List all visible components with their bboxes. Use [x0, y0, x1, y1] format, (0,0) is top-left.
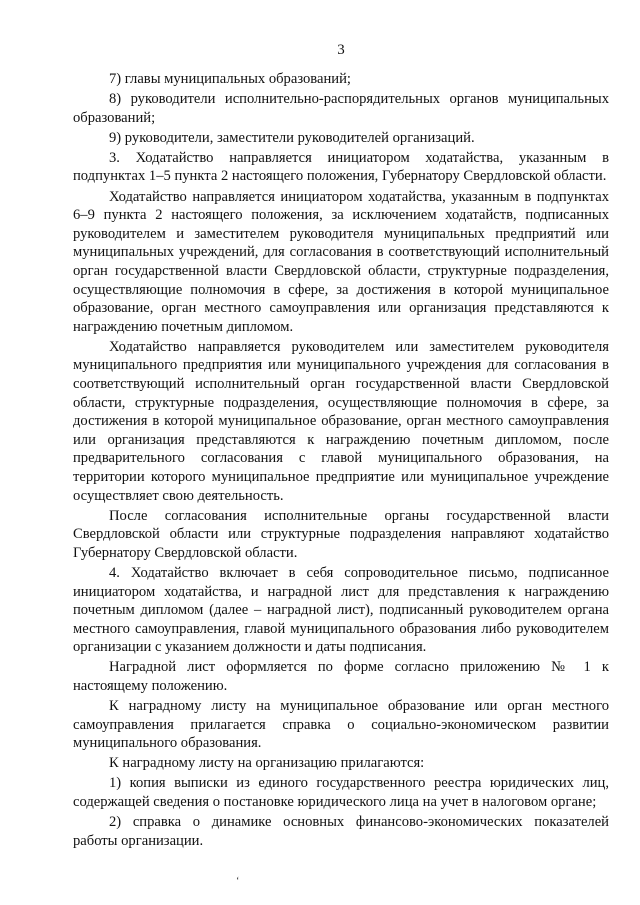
list-item-8: 8) руководители исполнительно-распорядительных органов муниципальных образований; — [73, 91, 609, 126]
paragraph-petition-subitems-6-9: Ходатайство направляется инициатором ходатайства, указанным в подпунктах 6–9 пункта 2 настоящего положения, за исключением ходатайств, подписанных руководителем и заместителем руководителя муниципальных предприятий или муниципальных учреждений, для согласования в соответствующий исполнительный орган государственной власти Свердловской области, структурные подразделения, осуществляющие полномочия в сфере, за достижения в которой муниципальное образование, орган местного самоуправления или организация представляются к награждению почетным дипломом. — [73, 188, 609, 335]
document-page — [73, 40, 609, 852]
stray-mark: ‘ — [236, 876, 240, 887]
paragraph-section-4: 4. Ходатайство включает в себя сопроводительное письмо, подписанное инициатором ходатайства, и наградной лист для представления к награждению почетным дипломом (далее – наградной лист), подписанный руководителем органа местного самоуправления, главой муниципального образования либо руководителем организации с указанием должности и даты подписания. — [73, 564, 609, 656]
attachment-item-1: 1) копия выписки из единого государственного реестра юридических лиц, содержащей сведения о постановке юридического лица на учет в налоговом органе; — [73, 775, 609, 811]
paragraph-section-3: 3. Ходатайство направляется инициатором ходатайства, указанным в подпунктах 1–5 пункта 2 настоящего положения, Губернатору Свердловской области. — [73, 149, 609, 185]
paragraph-after-approval: После согласования исполнительные органы государственной власти Свердловской области или структурные подразделения направляют ходатайство Губернатору Свердловской области. — [73, 507, 609, 561]
page-number: 3 — [337, 42, 345, 58]
paragraph-award-sheet-form: Наградной лист оформляется по форме согласно приложению № 1 к настоящему положению. — [73, 659, 609, 694]
list-item-7: 7) главы муниципальных образований; — [109, 71, 351, 87]
paragraph-municipal-certificate: К наградному листу на муниципальное образование или орган местного самоуправления прилагается справка о социально-экономическом развитии муниципального образования. — [73, 698, 609, 752]
attachment-item-2: 2) справка о динамике основных финансово-экономических показателей работы организации. — [73, 814, 609, 849]
paragraph-organization-attachments: К наградному листу на организацию прилагаются: — [109, 755, 425, 772]
list-item-9: 9) руководители, заместители руководителей организаций. — [109, 129, 475, 146]
paragraph-petition-by-head: Ходатайство направляется руководителем или заместителем руководителя муниципального предприятия или муниципального учреждения для согласования в соответствующий исполнительный орган государственной власти Свердловской области, структурные подразделения, осуществляющие полномочия в сфере, за достижения в которой муниципальное образование, орган местного самоуправления или организация представляются к награждению почетным дипломом, после предварительного согласования с главой муниципального образования, на территории которого муниципальное предприятие или муниципальное учреждение осуществляет свою деятельность. — [73, 338, 609, 504]
